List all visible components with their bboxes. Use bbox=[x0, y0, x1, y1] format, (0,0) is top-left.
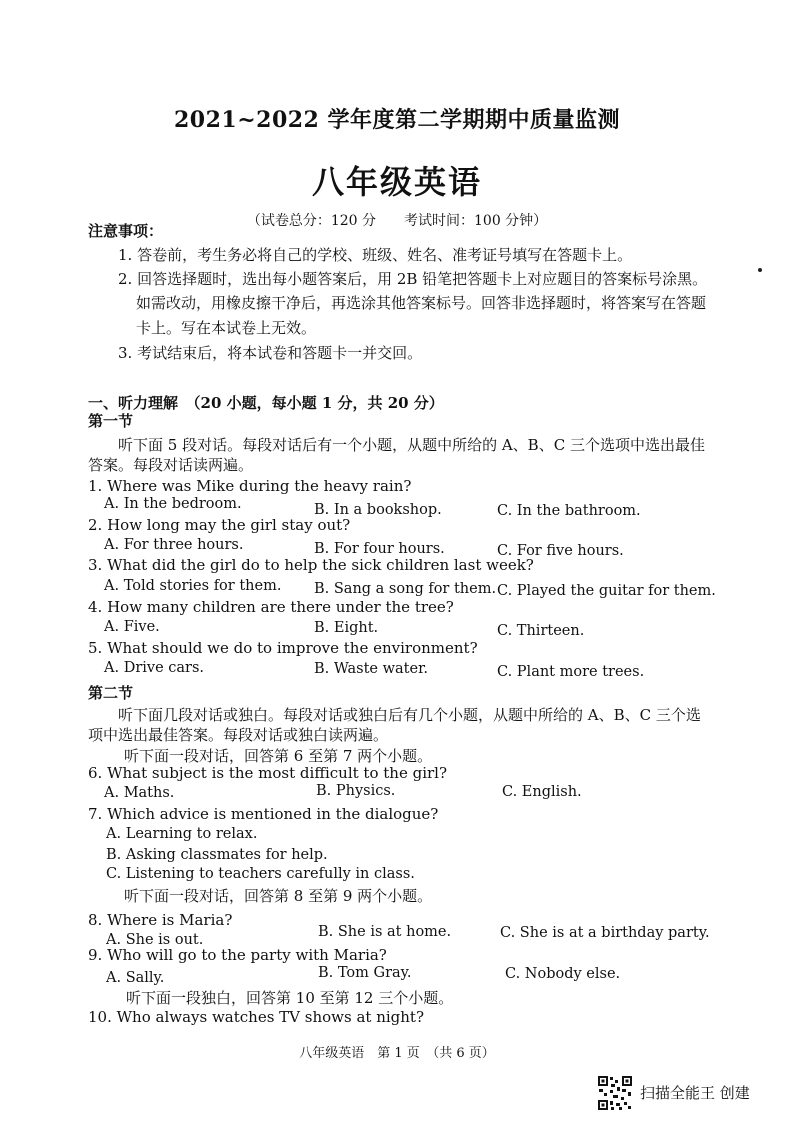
notice-line: 3. 考试结束后，将本试卷和答题卡一并交回。 bbox=[118, 344, 423, 362]
section1-heading: 第一节 bbox=[88, 412, 134, 430]
section1-instruction: 听下面 5 段对话。每段对话后有一个小题，从题中所给的 A、B、C 三个选项中选出最佳 bbox=[118, 436, 705, 454]
exam-title: 2021~2022 学年度第二学期期中质量监测 bbox=[173, 107, 621, 133]
option-a: A. Drive cars. bbox=[104, 660, 205, 676]
scan-speck bbox=[758, 268, 762, 272]
option-c: C. English. bbox=[502, 784, 582, 800]
sub-instruction: 听下面一段对话，回答第 6 至第 7 两个小题。 bbox=[124, 747, 433, 765]
notice-line: 2. 回答选择题时，选出每小题答案后，用 2B 铅笔把答题卡上对应题目的答案标号涂黑。 bbox=[118, 270, 708, 288]
question-10: 10. Who always watches TV shows at night? bbox=[88, 1008, 425, 1026]
option-b: B. She is at home. bbox=[318, 924, 452, 940]
option-c: C. Listening to teachers carefully in class. bbox=[106, 866, 415, 882]
option-a: A. Told stories for them. bbox=[104, 578, 282, 594]
question-8: 8. Where is Maria? bbox=[88, 911, 233, 929]
subject-title: 八年级英语 bbox=[311, 163, 482, 201]
option-a: A. Maths. bbox=[104, 785, 175, 801]
watermark-text: 扫描全能王 创建 bbox=[640, 1084, 750, 1102]
part1-heading: 一、听力理解 （20 小题，每小题 1 分，共 20 分） bbox=[88, 394, 444, 412]
option-c: C. Played the guitar for them. bbox=[497, 583, 716, 599]
option-b: B. Tom Gray. bbox=[318, 965, 412, 981]
option-b: B. Asking classmates for help. bbox=[106, 847, 328, 863]
section2-instruction: 听下面几段对话或独白。每段对话或独白后有几个小题，从题中所给的 A、B、C 三个选 bbox=[118, 706, 701, 724]
section2-instruction: 项中选出最佳答案。每段对话或独白读两遍。 bbox=[88, 726, 389, 744]
option-b: B. Physics. bbox=[316, 783, 396, 799]
option-c: C. In the bathroom. bbox=[497, 503, 641, 519]
option-a: A. Five. bbox=[104, 619, 160, 635]
option-a: A. For three hours. bbox=[104, 537, 244, 553]
question-6: 6. What subject is the most difficult to the girl? bbox=[88, 764, 448, 782]
question-3: 3. What did the girl do to help the sick children last week? bbox=[88, 556, 534, 574]
notice-line: 如需改动，用橡皮擦干净后，再选涂其他答案标号。回答非选择题时，将答案写在答题 bbox=[136, 294, 707, 312]
question-7: 7. Which advice is mentioned in the dialogue? bbox=[88, 805, 439, 823]
option-a: A. In the bedroom. bbox=[104, 496, 242, 512]
option-b: B. For four hours. bbox=[314, 541, 445, 557]
option-b: B. Eight. bbox=[314, 620, 379, 636]
notice-line: 1. 答卷前，考生务必将自己的学校、班级、姓名、准考证号填写在答题卡上。 bbox=[118, 246, 633, 264]
option-a: A. Sally. bbox=[106, 970, 165, 986]
option-c: C. She is at a birthday party. bbox=[500, 925, 710, 941]
section2-heading: 第二节 bbox=[88, 684, 134, 702]
option-b: B. Sang a song for them. bbox=[314, 581, 497, 597]
option-a: A. Learning to relax. bbox=[106, 826, 258, 842]
sub-instruction: 听下面一段独白，回答第 10 至第 12 三个小题。 bbox=[126, 989, 454, 1007]
question-5: 5. What should we do to improve the environment? bbox=[88, 639, 478, 657]
option-a: A. She is out. bbox=[106, 932, 204, 948]
option-c: C. Plant more trees. bbox=[497, 664, 645, 680]
option-b: B. In a bookshop. bbox=[314, 502, 442, 518]
section1-instruction: 答案。每段对话读两遍。 bbox=[88, 456, 254, 474]
qr-code-icon bbox=[597, 1075, 633, 1111]
notice-heading: 注意事项： bbox=[88, 222, 164, 240]
option-c: C. Nobody else. bbox=[505, 966, 621, 982]
option-c: C. Thirteen. bbox=[497, 623, 585, 639]
option-b: B. Waste water. bbox=[314, 661, 429, 677]
notice-line: 卡上。写在本试卷上无效。 bbox=[136, 319, 317, 337]
sub-instruction: 听下面一段对话，回答第 8 至第 9 两个小题。 bbox=[124, 887, 433, 905]
option-c: C. For five hours. bbox=[497, 543, 624, 559]
question-9: 9. Who will go to the party with Maria? bbox=[88, 946, 387, 964]
page-footer: 八年级英语 第 1 页 （共 6 页） bbox=[299, 1046, 495, 1061]
question-2: 2. How long may the girl stay out? bbox=[88, 516, 351, 534]
exam-info: （试卷总分：120 分 考试时间：100 分钟） bbox=[246, 213, 548, 229]
question-4: 4. How many children are there under the tree? bbox=[88, 598, 454, 616]
question-1: 1. Where was Mike during the heavy rain? bbox=[88, 477, 412, 495]
